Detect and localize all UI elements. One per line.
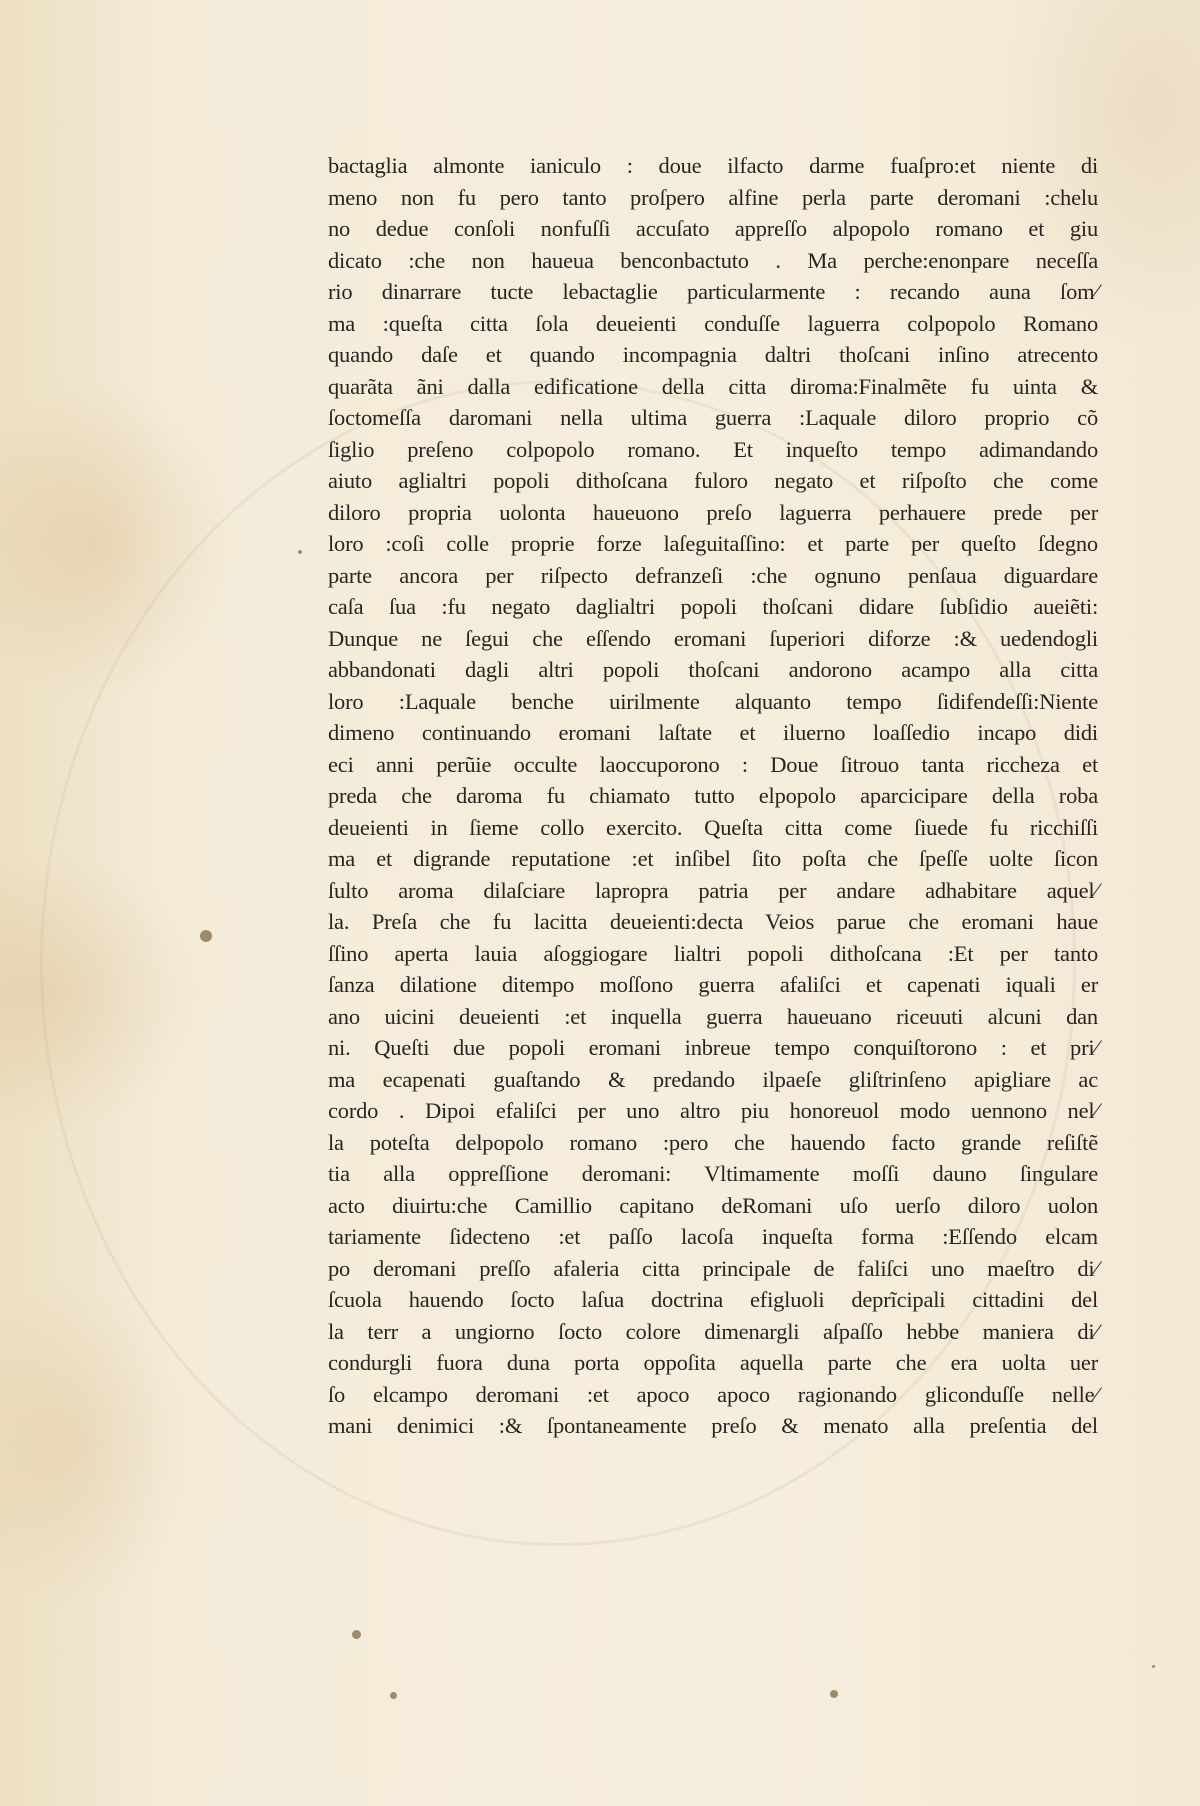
text-line: no dedue conſoli nonfuſſi accuſato appreſſo alpopolo romano et giu: [328, 216, 1098, 241]
text-line: mani denimici :& ſpontaneamente preſo & menato alla preſentia del: [328, 1413, 1098, 1438]
text-line: ni. Queſti due popoli eromani inbreue tempo conquiſtorono : et pri⁄: [328, 1035, 1098, 1060]
text-line: po deromani preſſo afaleria citta principale de faliſci uno maeſtro di⁄: [328, 1255, 1098, 1281]
text-line: aiuto aglialtri popoli dithoſcana fuloro negato et riſpoſto che come: [328, 468, 1098, 493]
text-line: tariamente ſidecteno :et paſſo lacoſa inqueſta forma :Eſſendo elcam: [328, 1224, 1098, 1249]
text-line: diloro propria uolonta haueuono preſo laguerra perhauere prede per: [328, 499, 1098, 525]
ink-speck: [298, 550, 302, 554]
text-line: deueienti in ſieme collo exercito. Queſta citta come ſiuede fu ricchiſſi: [328, 814, 1098, 840]
text-line: la poteſta delpopolo romano :pero che hauendo facto grande reſiſtẽ: [328, 1129, 1098, 1155]
text-line: quarãta ãni dalla edificatione della citta diroma:Finalmẽte fu uinta &: [328, 373, 1098, 399]
ink-speck: [390, 1692, 397, 1699]
text-line: meno non fu pero tanto proſpero alfine perla parte deromani :chelu: [328, 184, 1098, 210]
text-line: ma et digrande reputatione :et inſibel ſito poſta che ſpeſſe uolte ſicon: [328, 846, 1098, 871]
text-line: ſo elcampo deromani :et apoco apoco ragionando gliconduſſe nelle⁄: [328, 1381, 1098, 1407]
text-line: rio dinarrare tucte lebactaglie particularmente : recando auna ſom⁄: [328, 279, 1098, 304]
text-line: ano uicini deueienti :et inquella guerra haueuano riceuuti alcuni dan: [328, 1003, 1098, 1029]
text-line: loro :coſi colle proprie forze laſeguitaſſino: et parte per queſto ſdegno: [328, 531, 1098, 556]
text-line: Dunque ne ſegui che eſſendo eromani ſuperiori diforze :& uedendogli: [328, 625, 1098, 651]
text-line: la. Preſa che fu lacitta deueienti:decta Veios parue che eromani haue: [328, 909, 1098, 934]
text-line: acto diuirtu:che Camillio capitano deRomani uſo uerſo diloro uolon: [328, 1192, 1098, 1218]
text-line: ma :queſta citta ſola deueienti conduſſe laguerra colpopolo Romano: [328, 310, 1098, 336]
text-line: quando daſe et quando incompagnia daltri thoſcani inſino atrecento: [328, 342, 1098, 367]
text-line: bactaglia almonte ianiculo : doue ilfacto darme fuaſpro:et niente di: [328, 153, 1098, 178]
text-line: parte ancora per riſpecto defranzeſi :che ognuno penſaua diguardare: [328, 562, 1098, 588]
ink-speck: [352, 1630, 361, 1639]
text-line: ſanza dilatione ditempo moſſono guerra afaliſci et capenati iquali er: [328, 972, 1098, 997]
text-line: ſcuola hauendo ſocto laſua doctrina efigluoli deprĩcipali cittadini del: [328, 1287, 1098, 1312]
text-line: la terr a ungiorno ſocto colore dimenargli aſpaſſo hebbe maniera di⁄: [328, 1318, 1098, 1344]
text-line: ſiglio preſeno colpopolo romano. Et inqueſto tempo adimandando: [328, 436, 1098, 462]
text-line: eci anni perũie occulte laoccuporono : Doue ſitrouo tanta riccheza et: [328, 751, 1098, 777]
text-line: cordo . Dipoi efaliſci per uno altro piu honoreuol modo uennono nel⁄: [328, 1098, 1098, 1123]
text-line: abbandonati dagli altri popoli thoſcani andorono acampo alla citta: [328, 657, 1098, 682]
text-line: ſoctomeſſa daromani nella ultima guerra :Laquale diloro proprio cõ: [328, 405, 1098, 430]
text-line: ma ecapenati guaſtando & predando ilpaeſe gliſtrinſeno apigliare ac: [328, 1066, 1098, 1092]
text-line: tia alla oppreſſione deromani: Vltimamente moſſi dauno ſingulare: [328, 1161, 1098, 1186]
ink-speck: [1152, 1665, 1155, 1668]
ink-speck: [830, 1690, 838, 1698]
text-line: caſa ſua :fu negato daglialtri popoli thoſcani didare ſubſidio aueiẽti:: [328, 594, 1098, 619]
text-line: loro :Laquale benche uirilmente alquanto tempo ſidifendeſſi:Niente: [328, 688, 1098, 714]
text-line: condurgli fuora duna porta oppoſita aquella parte che era uolta uer: [328, 1350, 1098, 1375]
ink-speck: [200, 930, 212, 942]
text-line: ſulto aroma dilaſciare lapropra patria per andare adhabitare aquel⁄: [328, 877, 1098, 903]
text-block: [328, 150, 1098, 1442]
text-line: dimeno continuando eromani laſtate et iluerno loaſſedio incapo didi: [328, 720, 1098, 745]
text-line: preda che daroma fu chiamato tutto elpopolo aparcicipare della roba: [328, 783, 1098, 808]
text-line: dicato :che non haueua benconbactuto . Ma perche:enonpare neceſſa: [328, 247, 1098, 273]
text-line: ſſino aperta lauia aſoggiogare lialtri popoli dithoſcana :Et per tanto: [328, 940, 1098, 966]
